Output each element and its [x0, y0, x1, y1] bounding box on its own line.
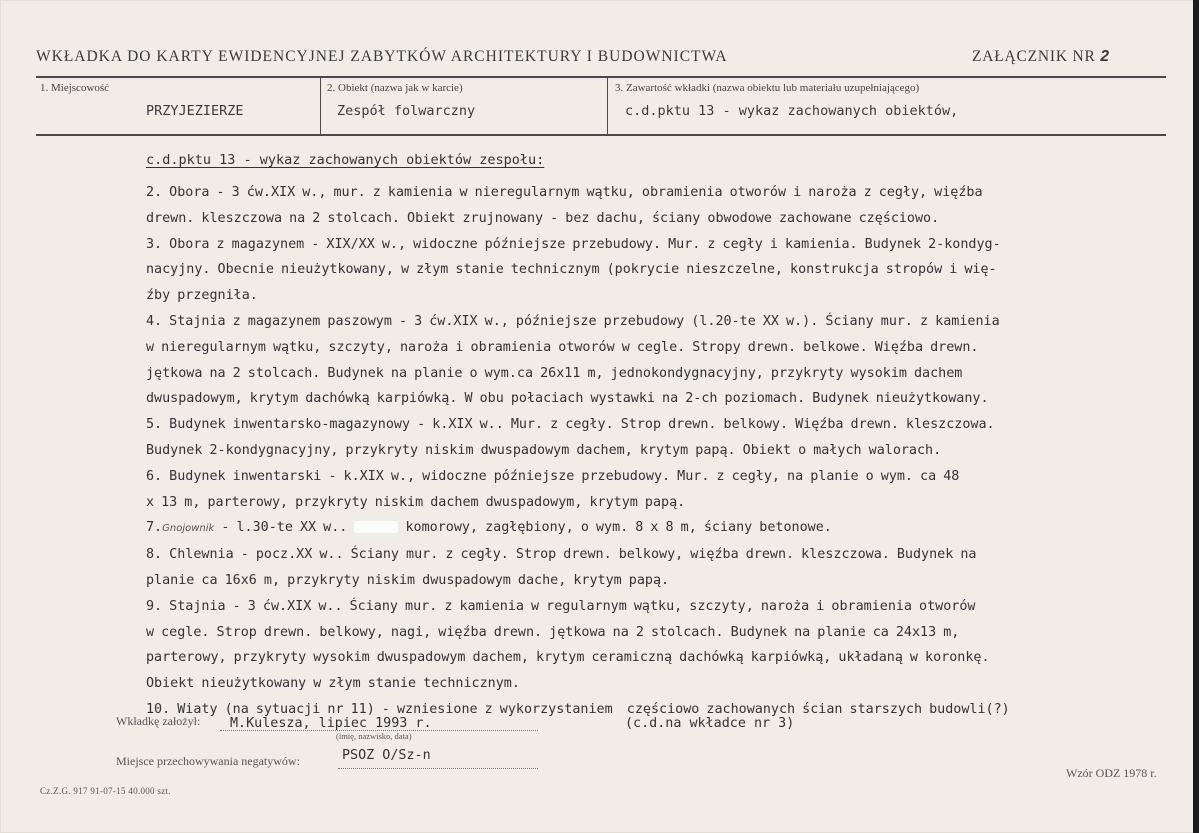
storage-dotted-line: [338, 768, 538, 769]
text-line: 3. Obora z magazynem - XIX/XX w., widoczne późniejsze przebudowy. Mur. z cegły i kamienia. Budynek 2-kondyg-: [146, 236, 1001, 252]
header-rule-bottom: [36, 134, 1166, 136]
section-title: c.d.pktu 13 - wykaz zachowanych obiektów zespołu:: [146, 152, 545, 168]
line7-rest: komorowy, zagłębiony, o wym. 8 x 8 m, ściany betonowe.: [398, 520, 832, 536]
text-line: w cegle. Strop drewn. belkowy, nagi, więźba drewn. jętkowa na 2 stolcach. Budynek na planie ca 24x13 m,: [146, 624, 960, 640]
scan-edge: [1193, 0, 1199, 833]
object-label: 2. Obiekt (nazwa jak w karcie): [327, 82, 463, 94]
object-value: Zespół folwarczny: [337, 103, 476, 119]
annex-number: 2: [1100, 48, 1110, 65]
text-line: Obiekt nieużytkowany w złym stanie technicznym.: [146, 676, 520, 692]
text-line: w nieregularnym wątku, szczyty, naroża i obramienia otworów w cegle. Stropy drewn. belkowe. Więźba drewn.: [146, 339, 979, 355]
annex-label: [972, 48, 1110, 66]
template-note: Wzór ODZ 1978 r.: [1066, 766, 1157, 780]
annex-label-text: ZAŁĄCZNIK NR: [972, 48, 1096, 65]
text-line: 2. Obora - 3 ćw.XIX w., mur. z kamienia w nieregularnym wątku, obramienia otworów i naroża z cegły, więźba: [146, 185, 983, 200]
object-list: [146, 180, 1076, 723]
text-line: 9. Stajnia - 3 ćw.XIX w.. Ściany mur. z kamienia w regularnym wątku, szczyty, naroża i obramienia otworów: [146, 598, 976, 614]
continuation-note: (c.d.na wkładce nr 3): [625, 716, 795, 731]
text-line: Budynek 2-kondygnacyjny, przykryty niskim dwuspadowym dachem, krytym papą. Obiekt o małych walorach.: [146, 442, 942, 458]
line7-middle: - l.30-te XX w..: [214, 520, 355, 536]
document-title: WKŁADKA DO KARTY EWIDENCYJNEJ ZABYTKÓW ARCHITEKTURY I BUDOWNICTWA: [36, 48, 728, 65]
text-line: 6. Budynek inwentarski - k.XIX w., widoczne późniejsze przebudowy. Mur. z cegły, na planie o wym. ca 48: [146, 468, 960, 484]
field-divider-1: [320, 77, 321, 134]
text-line: drewn. kleszczowa na 2 stolcach. Obiekt zrujnowany - bez dachu, ściany obwodowe zachowane częściowo.: [146, 210, 940, 226]
text-line: 10. Wiaty (na sytuacji nr 11) - wzniesione z wykorzystaniem częściowo zachowanych ścian starszych budowli(?): [146, 701, 1010, 717]
content-value: c.d.pktu 13 - wykaz zachowanych obiektów,: [625, 103, 959, 119]
text-line: jętkowa na 2 stolcach. Budynek na planie o wym.ca 26x11 m, jednokondygnacyjny, przykryty wysokim dachem: [146, 365, 963, 381]
storage-label: Miejsce przechowywania negatywów:: [116, 754, 300, 768]
line7-prefix: 7.: [146, 520, 163, 536]
text-line-7: [146, 515, 1076, 542]
field-divider-2: [607, 77, 608, 134]
author-label: Wkładkę założył:: [116, 714, 201, 728]
printer-note: Cz.Z.G. 917 91-07-15 40.000 szt.: [40, 786, 171, 796]
text-line: 5. Budynek inwentarsko-magazynowy - k.XIX w.. Mur. z cegły. Strop drewn. belkowy. Więźba drewn. kleszczowa.: [146, 417, 995, 433]
text-line: x 13 m, parterowy, przykryty niskim dachem dwuspadowym, krytym papą.: [146, 494, 686, 510]
author-caption: (imię, nazwisko, data): [336, 731, 412, 741]
author-value: M.Kulesza, lipiec 1993 r.: [230, 716, 432, 731]
content-label: 3. Zawartość wkładki (nazwa obiektu lub materiału uzupełniającego): [615, 82, 920, 94]
locality-value: PRZYJEZIERZE: [146, 103, 244, 119]
text-line: 8. Chlewnia - pocz.XX w.. Ściany mur. z cegły. Strop drewn. belkowy, więźba drewn. kleszczowa. Budynek na: [146, 547, 977, 563]
handwritten-annotation: Gnojownik: [162, 523, 215, 535]
text-line: źby przegniła.: [146, 288, 258, 304]
locality-label: 1. Miejscowość: [40, 82, 110, 94]
text-line: nacyjny. Obecnie nieużytkowany, w złym stanie technicznym (pokrycie nieszczelne, konstrukcja stropów i wię-: [146, 262, 997, 278]
text-line: dwuspadowym, krytym dachówką karpiówką. W obu połaciach wystawki na 2-ch poziomach. Budynek nieużytkowany.: [146, 391, 989, 407]
storage-value: PSOZ O/Sz-n: [342, 748, 431, 763]
text-line: 4. Stajnia z magazynem paszowym - 3 ćw.XIX w., późniejsze przebudowy (l.20-te XX w.). Ściany mur. z kamienia: [146, 313, 1000, 329]
redaction-mark: [354, 521, 398, 533]
header-rule-top: [36, 76, 1166, 78]
text-line: parterowy, przykryty wysokim dwuspadowym dachem, krytym ceramiczną dachówką karpiówką, układaną w koronkę.: [146, 650, 990, 666]
text-line: planie ca 16x6 m, przykryty niskim dwuspadowym dache, krytym papą.: [146, 572, 670, 588]
